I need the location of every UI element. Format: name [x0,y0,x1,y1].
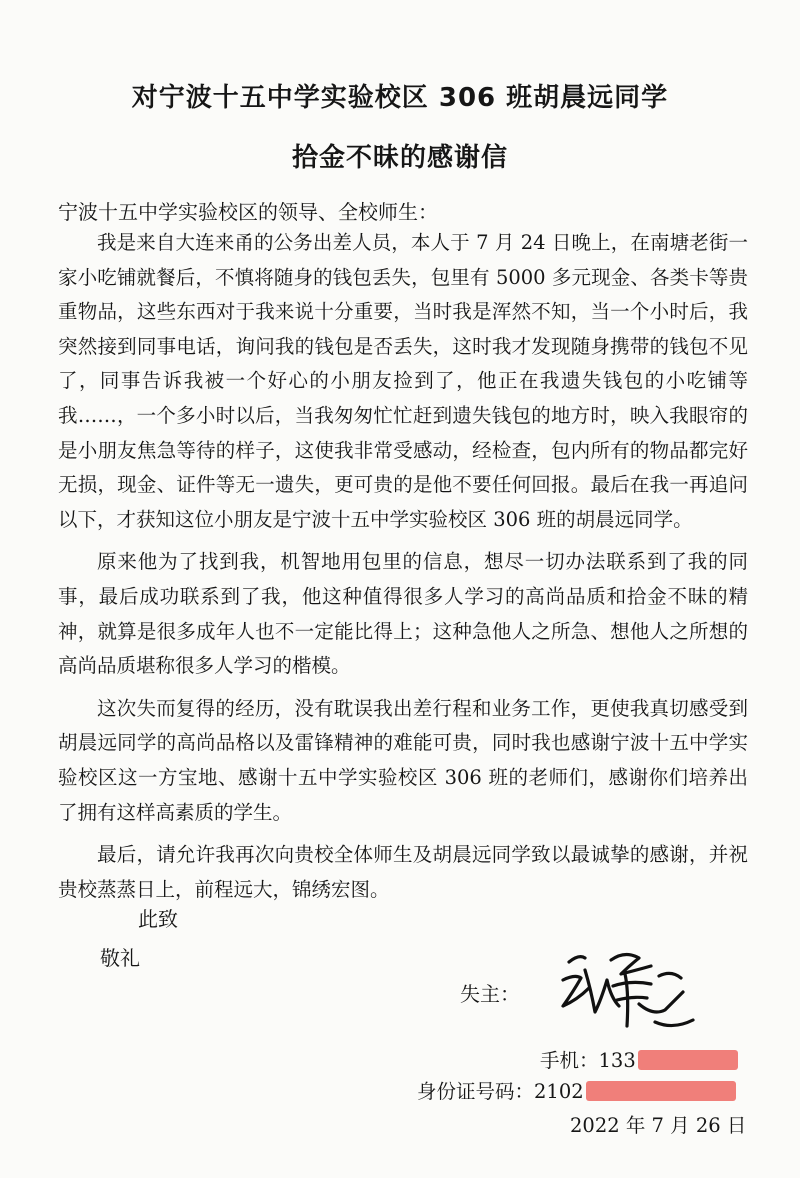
letter-title-line2: 拾金不昧的感谢信 [291,143,508,173]
letter-body [58,226,748,915]
phone-row [540,1045,738,1073]
letter-title-line1: 对宁波十五中学实验校区 306 班胡晨远同学 [131,83,669,113]
id-number-visible: 2102 [534,1080,584,1103]
salutation: 宁波十五中学实验校区的领导、全校师生： [58,200,438,224]
letter-date: 2022 年 7 月 26 日 [570,1114,747,1137]
body-paragraph-4: 最后，请允许我再次向贵校全体师生及胡晨远同学致以最诚挚的感谢，并祝贵校蒸蒸日上，前程远大，锦绣宏图。 [58,843,748,901]
signer-label: 失主： [460,982,520,1006]
body-paragraph-1: 我是来自大连来甬的公务出差人员，本人于 7 月 24 日晚上，在南塘老街一家小吃铺就餐后，不慎将随身的钱包丢失，包里有 5000 多元现金、各类卡等贵重物品，这些东西对于我来说十分重要，当时我是浑然不知，当一个小时后，我突然接到同事电话，询问我的钱包是否丢失，这时我才发现随身携带的钱包不见了，同事告诉我被一个好心的小朋友捡到了，他正在我遗失钱包的小吃铺等我……，一个多小时以后，当我匆匆忙忙赶到遗失钱包的地方时，映入我眼帘的是小朋友焦急等待的样子，这使我非常受感动，经检查，包内所有的物品都完好无损，现金、证件等无一遗失，更可贵的是他不要任何回报。最后在我一再追问以下，才获知这位小朋友是宁波十五中学实验校区 306 班的胡晨远同学。 [58,231,748,531]
body-paragraph-3: 这次失而复得的经历，没有耽误我出差行程和业务工作，更使我真切感受到胡晨远同学的高尚品格以及雷锋精神的难能可贵，同时我也感谢宁波十五中学实验校区这一方宝地、感谢十五中学实验校区 306 班的老师们，感谢你们培养出了拥有这样高素质的学生。 [58,696,748,824]
closing-jingli: 敬礼 [100,946,140,970]
phone-label: 手机： [540,1049,599,1072]
closing-cizhi: 此致 [138,907,178,931]
phone-number-visible: 133 [598,1049,636,1072]
id-number-label: 身份证号码： [417,1080,535,1103]
id-number-row [417,1076,736,1104]
handwritten-signature [555,940,705,1035]
body-paragraph-2: 原来他为了找到我，机智地用包里的信息，想尽一切办法联系到了我的同事，最后成功联系到了我，他这种值得很多人学习的高尚品质和拾金不昧的精神，就算是很多成年人也不一定能比得上；这种急他人之所急、想他人之所想的高尚品质堪称很多人学习的楷模。 [58,550,748,678]
phone-redaction-mark [638,1050,738,1070]
id-redaction-mark [586,1081,736,1101]
